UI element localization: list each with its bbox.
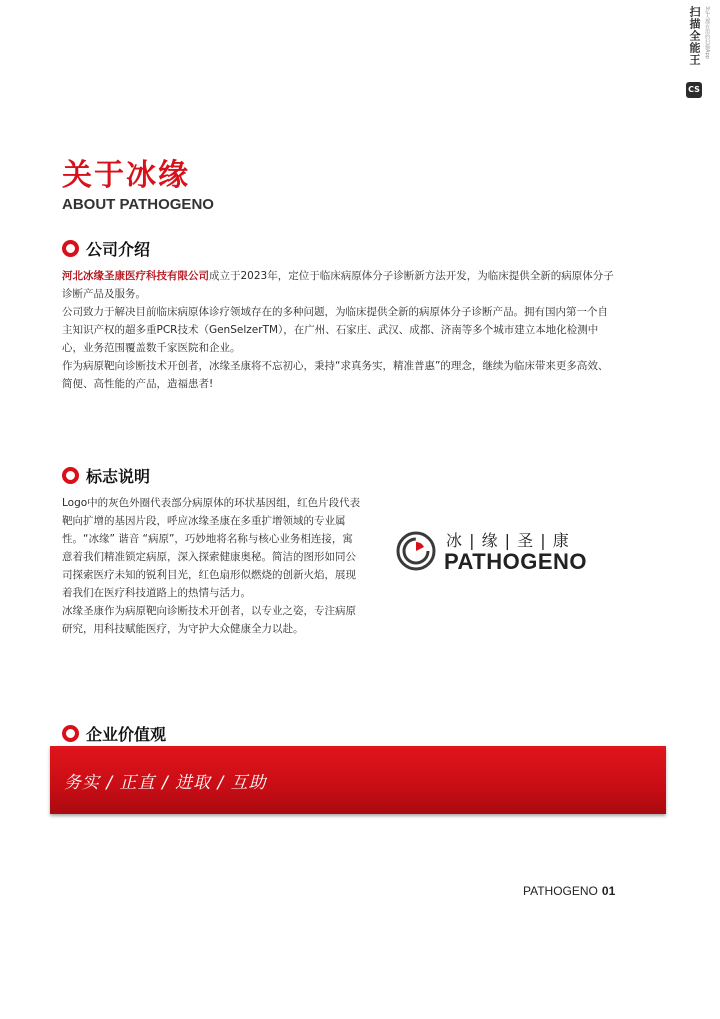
ring-bullet-icon xyxy=(62,467,79,484)
page-number: 01 xyxy=(601,884,616,898)
watermark-name: 扫描全能王 xyxy=(688,6,701,66)
brand-logo xyxy=(394,528,614,578)
values-text: 务实 / 正直 / 进取 / 互助 xyxy=(64,773,267,793)
about-section-heading xyxy=(62,237,150,260)
about-heading: 公司介绍 xyxy=(86,240,151,259)
logo-section-heading xyxy=(62,464,150,487)
values-section-heading xyxy=(62,722,166,745)
about-paragraph-1-rest: 成立于2023年，定位于临床病原体分子诊断新方法开发，为临床提供全新的病原体分子诊断产品及服务。 xyxy=(62,270,614,300)
scanner-watermark xyxy=(686,6,716,136)
values-heading: 企业价值观 xyxy=(86,725,167,744)
logo-text xyxy=(62,494,362,638)
ring-bullet-icon xyxy=(62,240,79,257)
logo-paragraph-1: Logo中的灰色外圈代表部分病原体的环状基因组，红色片段代表靶向扩增的基因片段，呼应冰缘圣康在多重扩增领域的专业属性。“冰缘” 谐音 “病原”，巧妙地将名称与核心业务相连接，寓意着我们精准锁定病原，深入探索健康奥秘。简洁的图形如同公司探索医疗未知的锐利目光，红色扇形似燃烧的创新火焰，展现着我们在医疗科技道路上的热情与活力。 xyxy=(62,497,361,599)
page-footer xyxy=(523,884,615,898)
logo-paragraph-2: 冰缘圣康作为病原靶向诊断技术开创者，以专业之姿，专注病原研究，用科技赋能医疗，为守护大众健康全力以赴。 xyxy=(62,605,356,635)
about-paragraph-1 xyxy=(62,267,618,303)
page-subtitle: ABOUT PATHOGENO xyxy=(62,196,214,213)
about-text xyxy=(62,267,618,393)
logo-heading: 标志说明 xyxy=(86,467,151,486)
pathogeno-logo-icon xyxy=(394,529,438,573)
watermark-tagline: 3亿人都在用的扫描App xyxy=(704,6,710,59)
about-paragraph-2: 公司致力于解决目前临床病原体诊疗领域存在的多种问题，为临床提供全新的病原体分子诊断产品。拥有国内第一个自主知识产权的超多重PCR技术（GenSelzerTM），在广州、石家庄、武汉、成都、济南等多个城市建立本地化检测中心，业务范围覆盖数千家医院和企业。 xyxy=(62,306,608,354)
brand-name-cn: 冰 | 缘 | 圣 | 康 xyxy=(446,531,570,550)
values-banner xyxy=(50,746,666,814)
about-paragraph-3: 作为病原靶向诊断技术开创者，冰缘圣康将不忘初心，秉持“求真务实，精准普惠”的理念，继续为临床带来更多高效、简便、高性能的产品，造福患者! xyxy=(62,360,609,390)
footer-brand: PATHOGENO xyxy=(523,884,598,898)
ring-bullet-icon xyxy=(62,725,79,742)
page-title: 关于冰缘 xyxy=(62,158,190,193)
company-name: 河北冰缘圣康医疗科技有限公司 xyxy=(62,270,209,282)
brand-name-en: PATHOGENO xyxy=(444,549,588,574)
watermark-logo-icon: CS xyxy=(686,82,702,98)
